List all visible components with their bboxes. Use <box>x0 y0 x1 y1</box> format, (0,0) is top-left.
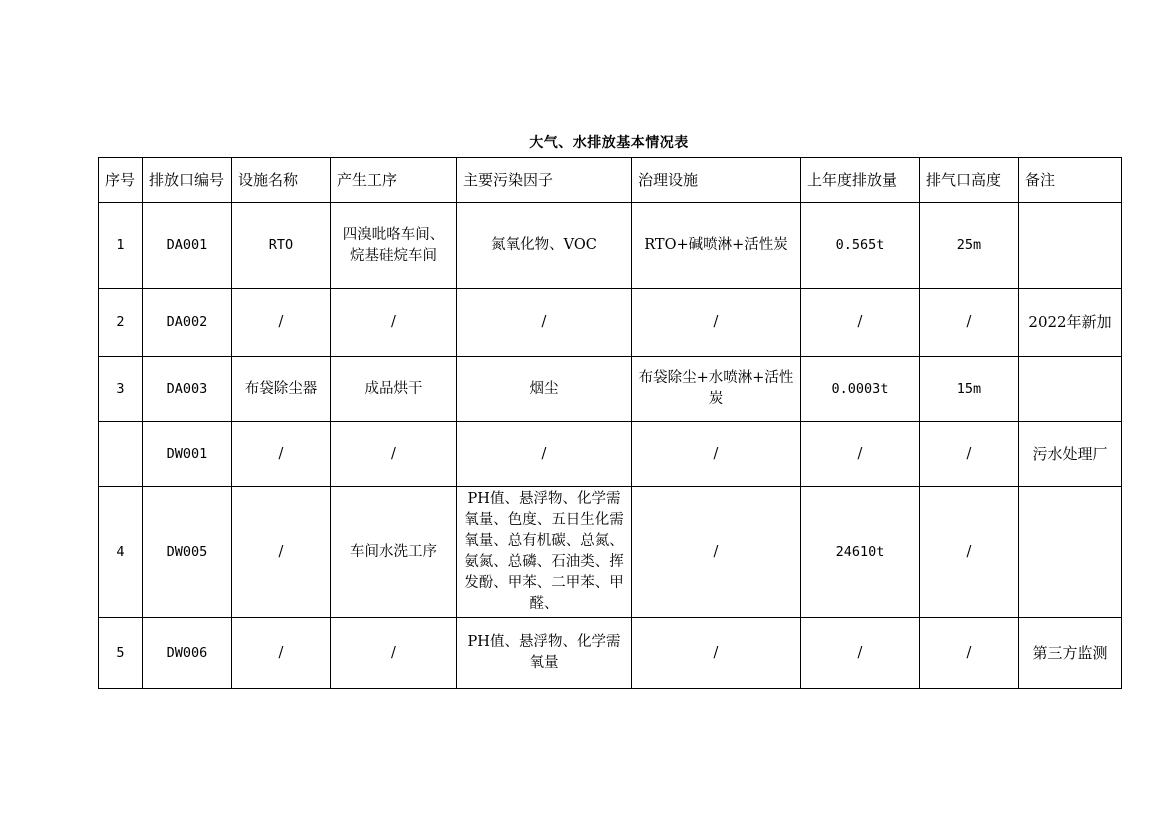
emissions-table <box>98 157 1122 689</box>
cell-facility-name: RTO <box>232 203 331 289</box>
cell-pollutants: / <box>457 289 632 357</box>
header-seq: 序号 <box>99 158 143 203</box>
cell-emission: 0.0003t <box>801 357 920 422</box>
cell-pollutants: PH值、悬浮物、化学需氧量 <box>457 618 632 689</box>
cell-emission: 24610t <box>801 487 920 618</box>
cell-facility-name: / <box>232 487 331 618</box>
cell-treatment: RTO+碱喷淋+活性炭 <box>632 203 801 289</box>
table-row <box>99 422 1122 487</box>
cell-stack-height: 15m <box>920 357 1019 422</box>
cell-note: 污水处理厂 <box>1019 422 1122 487</box>
cell-treatment: 布袋除尘+水喷淋+活性炭 <box>632 357 801 422</box>
cell-seq: 1 <box>99 203 143 289</box>
cell-seq: 3 <box>99 357 143 422</box>
cell-note: 2022年新加 <box>1019 289 1122 357</box>
cell-pollutants: 烟尘 <box>457 357 632 422</box>
cell-stack-height: / <box>920 487 1019 618</box>
cell-treatment: / <box>632 289 801 357</box>
table-row <box>99 289 1122 357</box>
cell-facility-name: 布袋除尘器 <box>232 357 331 422</box>
document-title: 大气、水排放基本情况表 <box>529 135 689 151</box>
cell-outlet-code: DW005 <box>143 487 232 618</box>
table-row <box>99 203 1122 289</box>
cell-outlet-code: DA003 <box>143 357 232 422</box>
cell-pollutants: 氮氧化物、VOC <box>457 203 632 289</box>
header-pollutants: 主要污染因子 <box>457 158 632 203</box>
cell-stack-height: / <box>920 422 1019 487</box>
cell-note: 第三方监测 <box>1019 618 1122 689</box>
cell-stack-height: / <box>920 618 1019 689</box>
cell-facility-name: / <box>232 422 331 487</box>
cell-process: / <box>331 422 457 487</box>
header-stack-height: 排气口高度 <box>920 158 1019 203</box>
cell-outlet-code: DW006 <box>143 618 232 689</box>
cell-process: 成品烘干 <box>331 357 457 422</box>
cell-pollutants: PH值、悬浮物、化学需氧量、色度、五日生化需氧量、总有机碳、总氮、氨氮、总磷、石油类、挥发酚、甲苯、二甲苯、甲醛、 <box>457 487 632 618</box>
table-header-row <box>99 158 1122 203</box>
cell-process: 四溴吡咯车间、烷基硅烷车间 <box>331 203 457 289</box>
cell-emission: 0.565t <box>801 203 920 289</box>
cell-seq: 4 <box>99 487 143 618</box>
cell-outlet-code: DA002 <box>143 289 232 357</box>
cell-seq: 5 <box>99 618 143 689</box>
cell-facility-name: / <box>232 289 331 357</box>
cell-process: / <box>331 289 457 357</box>
header-facility-name: 设施名称 <box>232 158 331 203</box>
cell-stack-height: / <box>920 289 1019 357</box>
cell-note <box>1019 357 1122 422</box>
cell-emission: / <box>801 289 920 357</box>
cell-stack-height: 25m <box>920 203 1019 289</box>
cell-note <box>1019 487 1122 618</box>
header-emission: 上年度排放量 <box>801 158 920 203</box>
cell-emission: / <box>801 618 920 689</box>
cell-emission: / <box>801 422 920 487</box>
header-process: 产生工序 <box>331 158 457 203</box>
cell-seq: 2 <box>99 289 143 357</box>
cell-pollutants: / <box>457 422 632 487</box>
table-row <box>99 618 1122 689</box>
header-note: 备注 <box>1019 158 1122 203</box>
table-row <box>99 487 1122 618</box>
cell-outlet-code: DA001 <box>143 203 232 289</box>
cell-process: 车间水洗工序 <box>331 487 457 618</box>
cell-note <box>1019 203 1122 289</box>
header-outlet-code: 排放口编号 <box>143 158 232 203</box>
header-treatment: 治理设施 <box>632 158 801 203</box>
table-row <box>99 357 1122 422</box>
cell-treatment: / <box>632 487 801 618</box>
cell-seq <box>99 422 143 487</box>
cell-treatment: / <box>632 618 801 689</box>
cell-treatment: / <box>632 422 801 487</box>
cell-facility-name: / <box>232 618 331 689</box>
cell-process: / <box>331 618 457 689</box>
cell-outlet-code: DW001 <box>143 422 232 487</box>
